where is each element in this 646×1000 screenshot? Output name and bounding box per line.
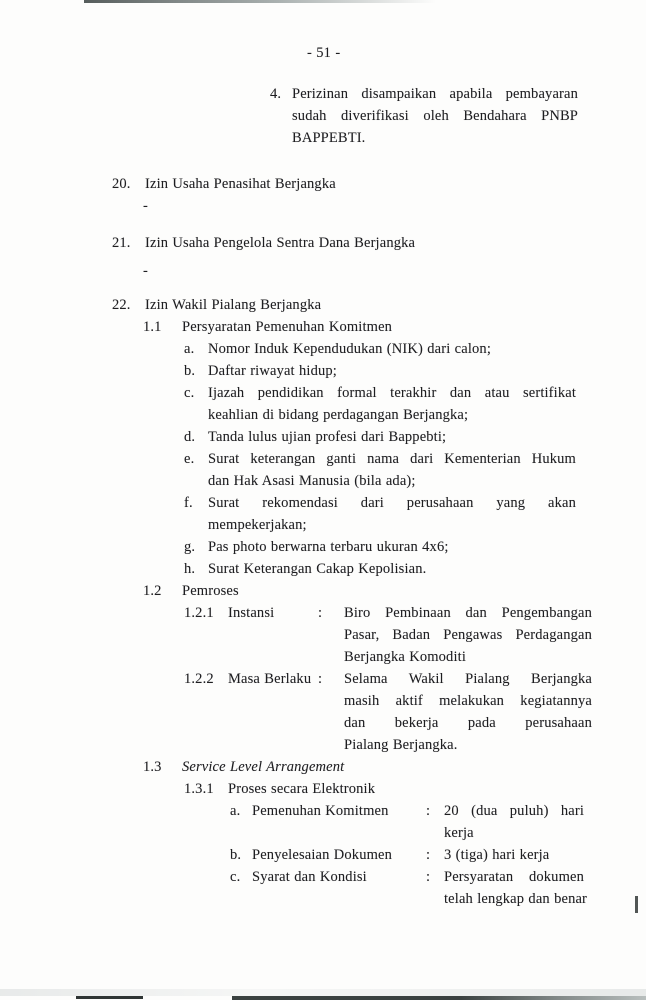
entry-colon: : [426, 869, 431, 885]
entry-colon: : [318, 671, 323, 687]
entry-value [444, 844, 584, 866]
sla-entry [230, 844, 646, 866]
entry-label: Pemenuhan Komitmen [252, 803, 389, 819]
section-1-2 [143, 580, 646, 602]
requirement-letter: h. [184, 561, 196, 577]
requirement-item [184, 558, 646, 580]
requirement-letter: d. [184, 429, 196, 445]
entry-value [344, 668, 592, 756]
requirement-item [184, 360, 646, 382]
list-item-number: 20. [112, 176, 131, 192]
requirement-text [208, 382, 576, 426]
scan-artifact-top [84, 0, 436, 3]
text-line: telah lengkap dan benar [444, 891, 588, 907]
requirement-item [184, 426, 646, 448]
requirement-item [184, 536, 646, 558]
text-line: Surat rekomendasi dari perusahaan yang akan [208, 495, 576, 511]
text-line: BAPPEBTI. [292, 130, 366, 146]
requirement-letter: g. [184, 539, 196, 555]
text-line: Daftar riwayat hidup; [208, 363, 337, 379]
text-line: dan bekerja pada perusahaan [344, 715, 592, 731]
entry-number: 1.2.2 [184, 671, 214, 687]
requirement-letter: c. [184, 385, 195, 401]
scan-artifact-bottom [232, 996, 646, 1000]
list-item-number: 21. [112, 235, 131, 251]
section-title: Service Level Arrangement [182, 759, 345, 775]
entry-number: 1.2.1 [184, 605, 214, 621]
requirement-item [184, 492, 646, 536]
text-line: Selama Wakil Pialang Berjangka [344, 671, 592, 687]
entry-letter: a. [230, 803, 241, 819]
text-line: sudah diverifikasi oleh Bendahara PNBP [292, 108, 578, 124]
list-item-title: Izin Usaha Pengelola Sentra Dana Berjangka [145, 235, 416, 251]
sla-entry [230, 800, 646, 844]
section-title: Pemroses [182, 583, 239, 599]
entry-label: Masa Berlaku [228, 671, 312, 687]
entry-label: Syarat dan Kondisi [252, 869, 367, 885]
processor-entry [184, 602, 646, 668]
text-line: Nomor Induk Kependudukan (NIK) dari calon; [208, 341, 492, 357]
entry-label: Penyelesaian Dokumen [252, 847, 393, 863]
requirement-text [208, 338, 576, 360]
intro-item-text [292, 83, 578, 149]
text-line: masih aktif melakukan kegiatannya [344, 693, 592, 709]
section-number: 1.3 [143, 759, 162, 775]
text-line: Berjangka Komoditi [344, 649, 466, 665]
text-line: Perizinan disampaikan apabila pembayaran [292, 86, 578, 102]
text-line: dan Hak Asasi Manusia (bila ada); [208, 473, 416, 489]
requirement-letter: e. [184, 451, 195, 467]
empty-note-dash: - [143, 263, 148, 279]
processor-entry [184, 668, 646, 756]
scan-artifact-bottom-smear [0, 989, 646, 996]
requirement-text [208, 448, 576, 492]
list-item-20 [112, 173, 646, 195]
section-number: 1.2 [143, 583, 162, 599]
entry-label: Instansi [228, 605, 275, 621]
text-line: Pasar, Badan Pengawas Perdagangan [344, 627, 592, 643]
subsection-1-3-1 [184, 778, 646, 800]
text-line: Persyaratan dokumen [444, 869, 584, 885]
section-1-1 [143, 316, 646, 338]
page-number: - 51 - [307, 45, 341, 61]
requirement-text [208, 426, 576, 448]
subsection-number: 1.3.1 [184, 781, 214, 797]
intro-item [270, 83, 646, 149]
text-line: Pialang Berjangka. [344, 737, 458, 753]
entry-value [444, 866, 588, 910]
subsection-title: Proses secara Elektronik [228, 781, 376, 797]
text-line: mempekerjakan; [208, 517, 307, 533]
text-line: Biro Pembinaan dan Pengembangan [344, 605, 592, 621]
requirement-item [184, 338, 646, 360]
section-1-3 [143, 756, 646, 778]
text-line: 20 (dua puluh) hari [444, 803, 584, 819]
section-number: 1.1 [143, 319, 162, 335]
intro-item-number: 4. [270, 86, 282, 102]
scan-artifact-bottom-left [76, 996, 143, 999]
entry-value [344, 602, 592, 668]
text-line: Tanda lulus ujian profesi dari Bappebti; [208, 429, 447, 445]
text-line: Pas photo berwarna terbaru ukuran 4x6; [208, 539, 449, 555]
entry-letter: b. [230, 847, 242, 863]
requirement-letter: b. [184, 363, 196, 379]
entry-colon: : [426, 803, 431, 819]
requirement-text [208, 360, 576, 382]
entry-value [444, 800, 584, 844]
text-line: Surat Keterangan Cakap Kepolisian. [208, 561, 427, 577]
list-item-title: Izin Wakil Pialang Berjangka [145, 297, 322, 313]
entry-letter: c. [230, 869, 241, 885]
empty-note-dash: - [143, 198, 148, 214]
text-line: keahlian di bidang perdagangan Berjangka; [208, 407, 469, 423]
list-item-22 [112, 294, 646, 316]
sla-entry [230, 866, 646, 910]
section-title: Persyaratan Pemenuhan Komitmen [182, 319, 393, 335]
requirement-item [184, 382, 646, 426]
scan-artifact-right-tick [635, 896, 638, 913]
entry-colon: : [426, 847, 431, 863]
requirement-text [208, 536, 576, 558]
requirement-letter: a. [184, 341, 195, 357]
requirement-text [208, 558, 576, 580]
text-line: 3 (tiga) hari kerja [444, 847, 550, 863]
requirement-item [184, 448, 646, 492]
requirement-text [208, 492, 576, 536]
text-line: Surat keterangan ganti nama dari Kementerian Hukum [208, 451, 576, 467]
list-item-title: Izin Usaha Penasihat Berjangka [145, 176, 336, 192]
requirement-letter: f. [184, 495, 193, 511]
entry-colon: : [318, 605, 323, 621]
list-item-21 [112, 232, 646, 254]
text-line: kerja [444, 825, 474, 841]
list-item-number: 22. [112, 297, 131, 313]
text-line: Ijazah pendidikan formal terakhir dan atau sertifikat [208, 385, 576, 401]
